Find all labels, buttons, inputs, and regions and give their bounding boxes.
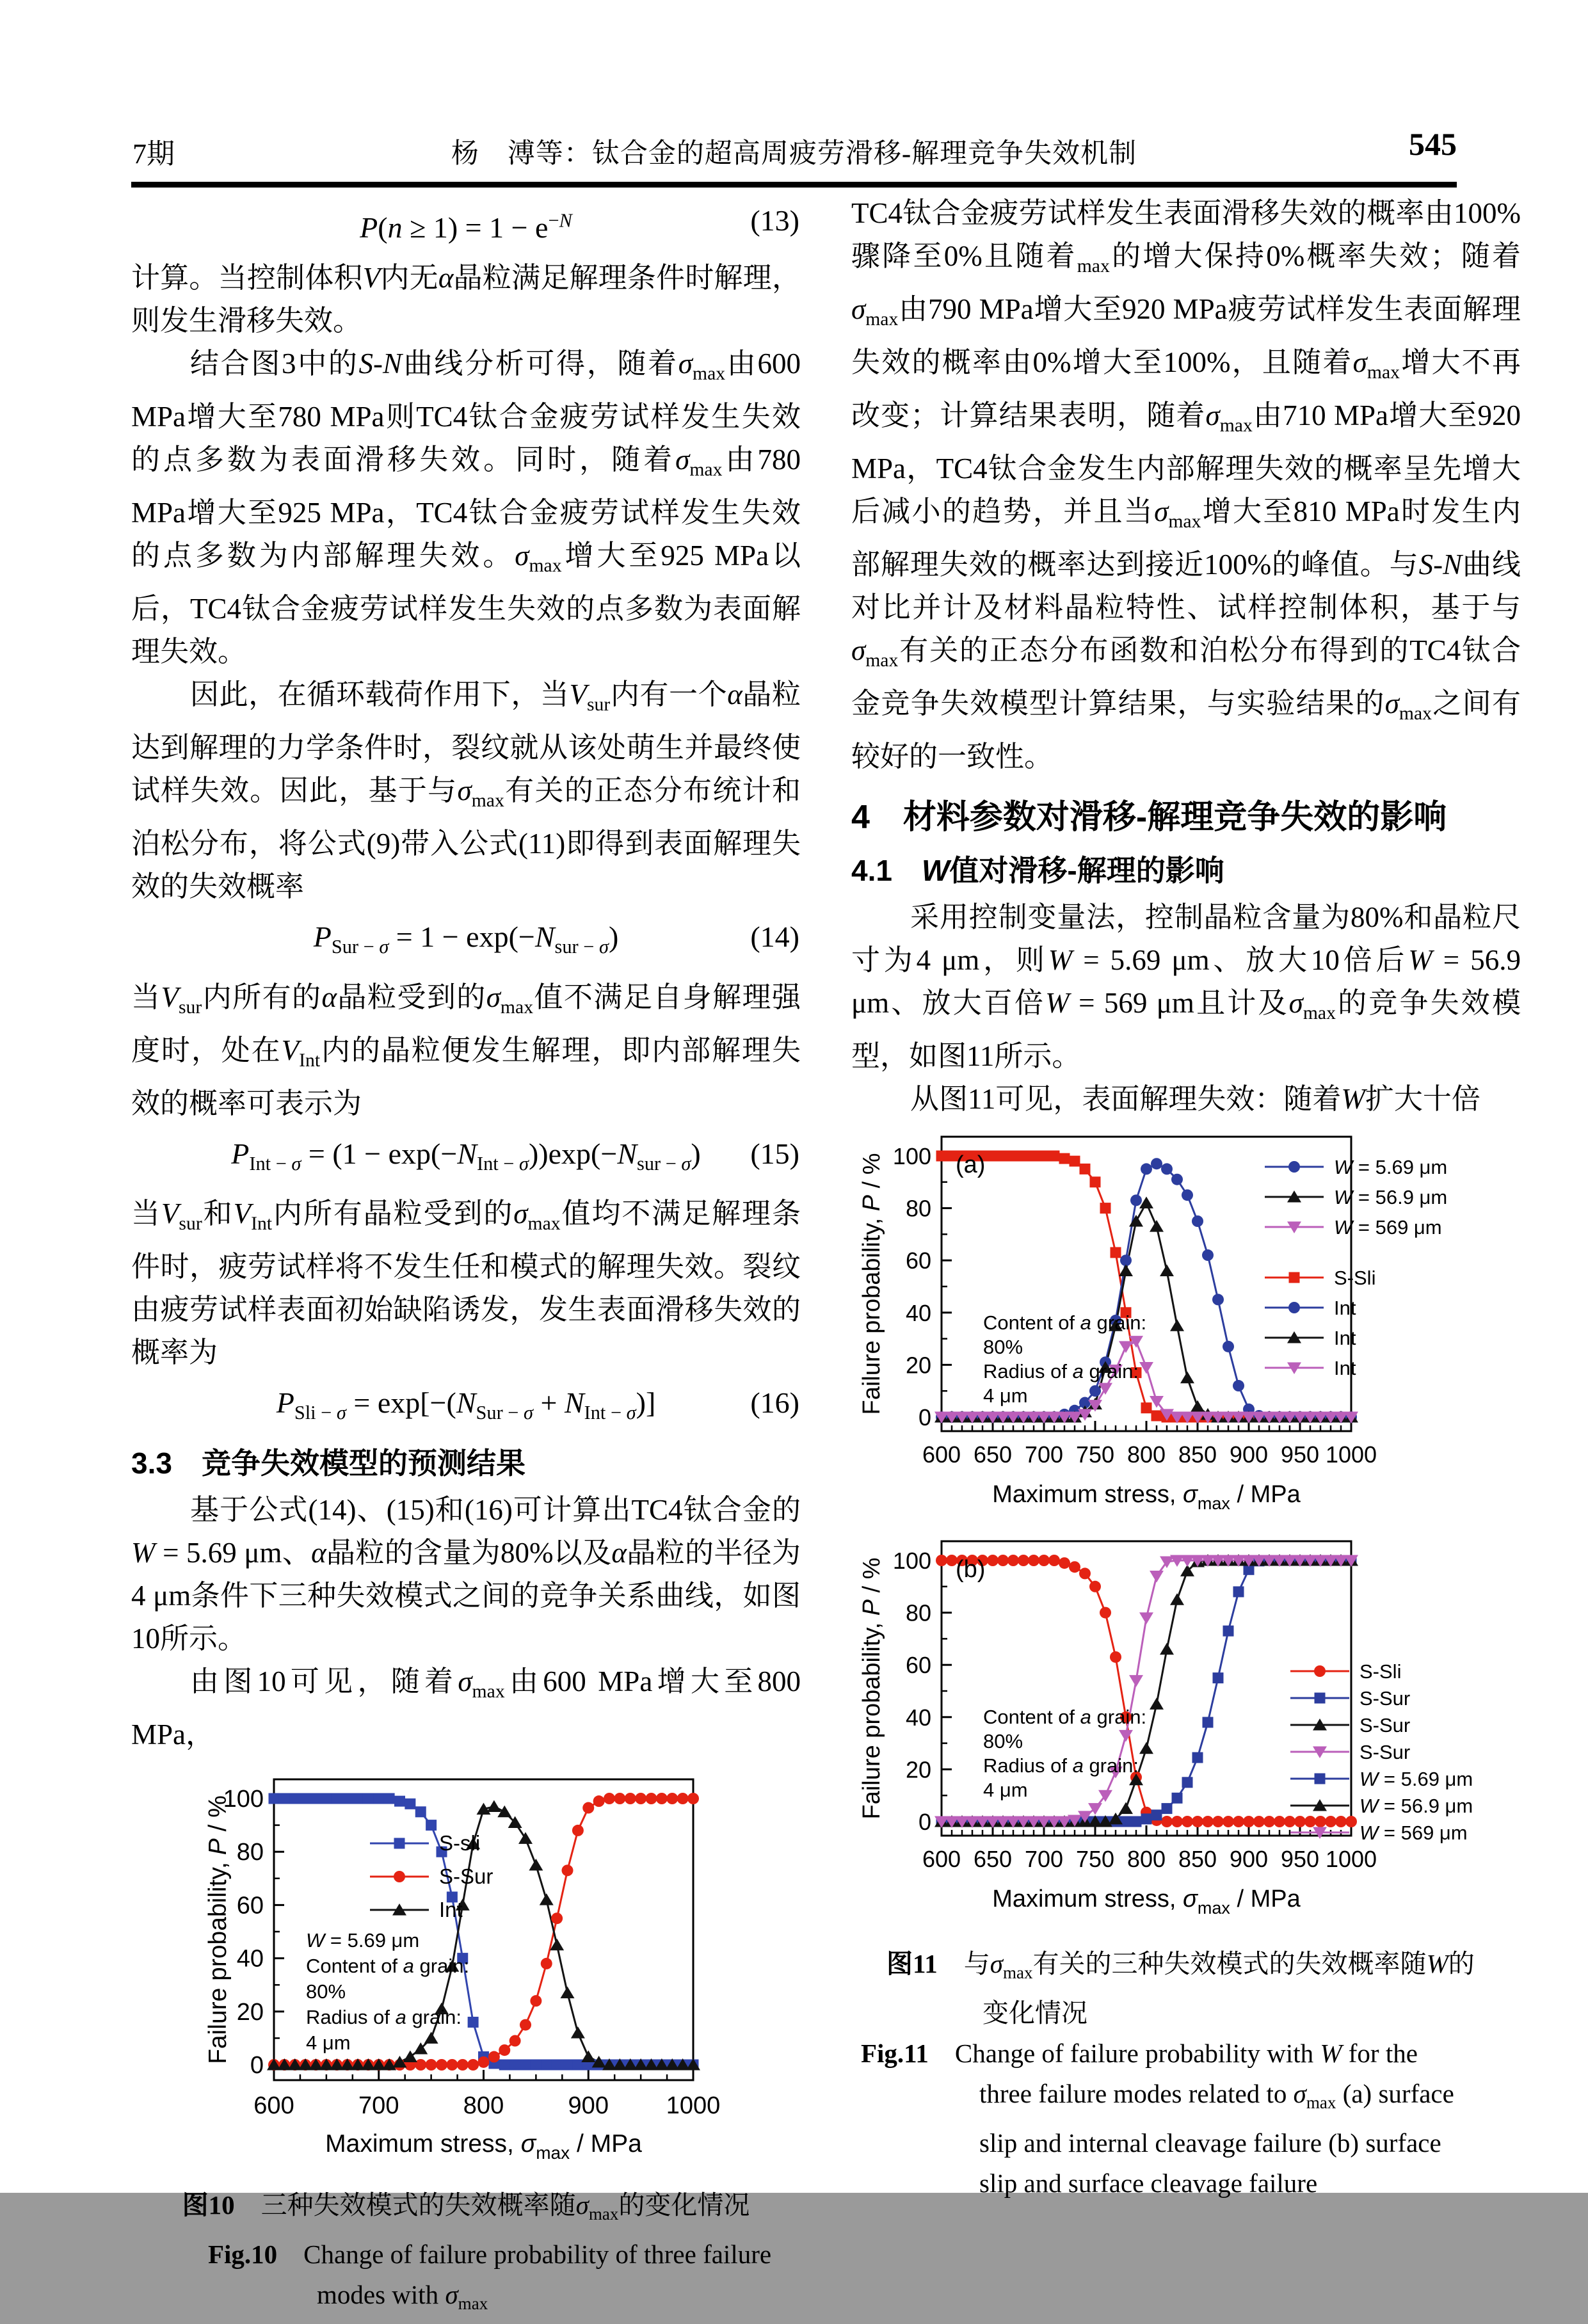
svg-text:Int: Int <box>1334 1327 1356 1349</box>
svg-text:850: 850 <box>1178 1846 1217 1872</box>
svg-text:600: 600 <box>253 2092 294 2119</box>
svg-text:0: 0 <box>918 1809 931 1835</box>
svg-text:650: 650 <box>973 1846 1013 1872</box>
svg-text:60: 60 <box>905 1652 931 1679</box>
svg-text:900: 900 <box>568 2092 609 2119</box>
svg-text:Int: Int <box>439 1897 463 1921</box>
svg-text:S-Sur: S-Sur <box>1359 1687 1411 1710</box>
svg-text:20: 20 <box>905 1756 931 1783</box>
svg-text:100: 100 <box>223 1785 264 1813</box>
svg-text:80: 80 <box>905 1599 931 1626</box>
equation-15-body: $P_{Int - \sigma} = (1 - \exp(-N_{Int - \sigma}))\exp(-N_{sur - \sigma})$ <box>231 1137 701 1174</box>
equation-13-number: (13) <box>750 204 799 237</box>
svg-text:60: 60 <box>236 1892 264 1919</box>
svg-text:S-Sli: S-Sli <box>1359 1660 1402 1683</box>
svg-text:20: 20 <box>905 1352 931 1379</box>
journal-issue: 7期 <box>132 138 175 170</box>
svg-text:4 μm: 4 μm <box>983 1384 1028 1407</box>
svg-text:80: 80 <box>236 1839 264 1866</box>
svg-text:600: 600 <box>922 1441 961 1468</box>
svg-text:4 μm: 4 μm <box>306 2031 351 2054</box>
paragraph: 从图11可见，表面解理失效：随着W扩大十倍 <box>910 1083 1480 1115</box>
paragraph: 由图10可见，随着$\sigma_{max}$由600 MPa增大至800 MPa， <box>131 1665 801 1751</box>
svg-text:1000: 1000 <box>1325 1441 1377 1468</box>
svg-text:900: 900 <box>1229 1846 1269 1872</box>
figure-10-chart <box>204 1767 796 2176</box>
svg-text:W = 5.69 μm: W = 5.69 μm <box>306 1928 420 1951</box>
svg-text:60: 60 <box>905 1247 931 1274</box>
svg-text:Maximum stress, σmax / MPa: Maximum stress, $\sigma_{max}$ / MPa <box>325 2129 642 2163</box>
svg-text:700: 700 <box>1024 1441 1064 1468</box>
svg-text:0: 0 <box>250 2051 264 2079</box>
svg-text:800: 800 <box>463 2092 504 2119</box>
svg-text:W = 5.69 μm: W = 5.69 μm <box>1334 1156 1448 1178</box>
svg-text:950: 950 <box>1280 1846 1320 1872</box>
svg-text:S-sli: S-sli <box>439 1831 481 1855</box>
running-title: 杨 溥等：钛合金的超高周疲劳滑移-解理竞争失效机制 <box>451 139 1137 169</box>
svg-text:1000: 1000 <box>666 2092 721 2119</box>
equation-14 <box>131 913 801 970</box>
svg-text:Failure probability, P / %: Failure probability, P / % <box>858 1557 885 1820</box>
section-heading-4: 4 材料参数对滑移-解理竞争失效的影响 <box>851 799 1447 836</box>
svg-text:750: 750 <box>1075 1846 1115 1872</box>
svg-text:W = 56.9 μm: W = 56.9 μm <box>1334 1186 1448 1208</box>
svg-text:750: 750 <box>1075 1441 1115 1468</box>
svg-text:100: 100 <box>892 1143 931 1169</box>
equation-14-body: $P_{Sur - \sigma} = 1 - \exp(-N_{sur - \sigma})$ <box>313 920 619 958</box>
paragraph: 当$V_{sur}$内所有的α晶粒受到的$\sigma_{max}$值不满足自身解理强度时，处在$V_{Int}$内的晶粒便发生解理，即内部解理失效的概率可表示为 <box>131 981 801 1119</box>
svg-text:S-Sur: S-Sur <box>439 1864 493 1888</box>
svg-text:80%: 80% <box>983 1336 1023 1358</box>
left-column <box>131 192 801 2324</box>
svg-text:Int: Int <box>1334 1297 1356 1319</box>
svg-text:Content of a grain:: Content of a grain: <box>983 1311 1147 1334</box>
section-heading-4-1: 4.1 W值对滑移-解理的影响 <box>851 854 1224 887</box>
svg-text:(a): (a) <box>956 1151 986 1178</box>
svg-text:700: 700 <box>1024 1846 1064 1872</box>
figure-11a-chart <box>855 1127 1521 1530</box>
paragraph: TC4钛合金疲劳试样发生表面滑移失效的概率由100%骤降至0%且随着$_{max}$的增大保持0%概率失效；随着$\sigma_{max}$由790 MPa增大至920 MPa疲劳试样发生表面解理失效的概率由0%增大至100%，且随着$\sigma_{max}$增大不再改变；计算结果表明，随着$\sigma_{max}$由710 MPa增大至920 MPa，TC4钛合金发生内部解理失效的概率呈先增大后减小的趋势，并且当$\sigma_{max}$增大至810 MPa时发生内部解理失效的概率达到接近100%的峰值。与S-N曲线对比并计及材料晶粒特性、试样控制体积，基于与$\sigma_{max}$有关的正态分布函数和泊松分布得到的TC4钛合金竞争失效模型计算结果，与实验结果的$\sigma_{max}$之间有较好的一致性。 <box>851 197 1521 773</box>
svg-text:600: 600 <box>922 1846 961 1872</box>
svg-text:Failure probability, P / %: Failure probability, P / % <box>858 1153 885 1415</box>
figure-10-caption-en: Fig.10 Change of failure probability of three failure <box>208 2240 772 2270</box>
equation-13-body: $P(n \ge 1) = 1 - e^{-N}$ <box>360 210 572 244</box>
svg-text:4 μm: 4 μm <box>983 1779 1028 1801</box>
equation-14-number: (14) <box>750 920 799 954</box>
svg-text:Maximum stress, σmax / MPa: Maximum stress, $\sigma_{max}$ / MPa <box>992 1481 1301 1513</box>
paragraph: 计算。当控制体积V内无α晶粒满足解理条件时解理，则发生滑移失效。 <box>131 262 801 337</box>
figure-11b-chart <box>855 1532 1521 1935</box>
svg-text:Content of a grain:: Content of a grain: <box>306 1954 470 1977</box>
figure-10-caption-en: modes with $\sigma_{max}$ <box>317 2280 488 2314</box>
figure-11-caption-en: Fig.11 Change of failure probability with W for the <box>861 2039 1418 2069</box>
svg-text:S-Sur: S-Sur <box>1359 1741 1411 1763</box>
svg-text:40: 40 <box>236 1945 264 1973</box>
section-heading-3-3: 3.3 竞争失效模型的预测结果 <box>131 1446 525 1480</box>
svg-text:Radius of a grain:: Radius of a grain: <box>983 1360 1139 1382</box>
figure-10-caption-cn: 图10 三种失效模式的失效概率随$\sigma_{max}$的变化情况 <box>182 2190 750 2224</box>
svg-text:W = 5.69 μm: W = 5.69 μm <box>1359 1768 1473 1790</box>
paragraph: 基于公式(14)、(15)和(16)可计算出TC4钛合金的W = 5.69 μm、α晶粒的含量为80%以及α晶粒的半径为4 μm条件下三种失效模式之间的竞争关系曲线，如图10所示。 <box>131 1493 801 1655</box>
equation-16-body: $P_{Sli - \sigma} = \exp[-(N_{Sur - \sigma} + N_{Int - \sigma})]$ <box>276 1386 656 1423</box>
paragraph: 采用控制变量法，控制晶粒含量为80%和晶粒尺寸为4 μm，则W = 5.69 μm、放大10倍后W = 56.9 μm、放大百倍W = 569 μm且计及$\sigma_{max}$的竞争失效模型，如图11所示。 <box>851 901 1521 1072</box>
svg-text:40: 40 <box>905 1299 931 1326</box>
equation-15 <box>131 1130 801 1187</box>
svg-text:40: 40 <box>905 1704 931 1731</box>
svg-text:Int: Int <box>1334 1357 1356 1379</box>
figure-11-caption-cn: 图11 与$\sigma_{max}$有关的三种失效模式的失效概率随W的 <box>886 1949 1475 1983</box>
svg-text:S-Sur: S-Sur <box>1359 1714 1411 1736</box>
equation-16-number: (16) <box>750 1386 799 1419</box>
header-rule <box>131 182 1457 188</box>
svg-text:Content of a grain:: Content of a grain: <box>983 1706 1147 1728</box>
svg-text:800: 800 <box>1127 1441 1166 1468</box>
figure-11-caption-en: slip and internal cleavage failure (b) surface <box>979 2128 1441 2158</box>
svg-text:Radius of a grain:: Radius of a grain: <box>983 1754 1139 1777</box>
page-number: 545 <box>1409 126 1457 162</box>
equation-13 <box>131 197 801 252</box>
svg-text:Radius of a grain:: Radius of a grain: <box>306 2005 461 2028</box>
svg-text:700: 700 <box>358 2092 399 2119</box>
svg-text:80%: 80% <box>306 1980 346 2003</box>
svg-text:100: 100 <box>892 1548 931 1574</box>
paragraph: 当$V_{sur}$和$V_{Int}$内所有晶粒受到的$\sigma_{max}$值均不满足解理条件时，疲劳试样将不发生任和模式的解理失效。裂纹由疲劳试样表面初始缺陷诱发，发生表面滑移失效的概率为 <box>131 1197 801 1368</box>
right-column <box>851 192 1521 2204</box>
svg-text:1000: 1000 <box>1325 1846 1377 1872</box>
svg-text:20: 20 <box>236 1998 264 2026</box>
svg-text:800: 800 <box>1127 1846 1166 1872</box>
equation-15-number: (15) <box>750 1137 799 1170</box>
svg-text:Failure probability, P / %: Failure probability, P / % <box>204 1795 232 2064</box>
svg-text:W = 569 μm: W = 569 μm <box>1359 1822 1468 1844</box>
svg-text:850: 850 <box>1178 1441 1217 1468</box>
figure-11-caption-en: slip and surface cleavage failure <box>979 2168 1318 2199</box>
svg-text:0: 0 <box>918 1404 931 1430</box>
svg-text:Maximum stress, σmax / MPa: Maximum stress, $\sigma_{max}$ / MPa <box>992 1886 1301 1918</box>
paragraph: 因此，在循环载荷作用下，当$V_{sur}$内有一个α晶粒达到解理的力学条件时，裂纹就从该处萌生并最终使试样失效。因此，基于与$\sigma_{max}$有关的正态分布统计和泊松分布，将公式(9)带入公式(11)即得到表面解理失效的失效概率 <box>131 678 801 903</box>
svg-text:(b): (b) <box>956 1556 986 1583</box>
figure-11-caption-cn: 变化情况 <box>982 1998 1087 2028</box>
svg-text:S-Sli: S-Sli <box>1334 1267 1376 1289</box>
svg-text:900: 900 <box>1229 1441 1269 1468</box>
svg-text:950: 950 <box>1280 1441 1320 1468</box>
svg-text:80: 80 <box>905 1195 931 1222</box>
figure-11-caption-en: three failure modes related to $\sigma_{max}$ (a) surface <box>979 2079 1454 2113</box>
svg-text:80%: 80% <box>983 1730 1023 1752</box>
equation-16 <box>131 1379 801 1436</box>
svg-text:650: 650 <box>973 1441 1013 1468</box>
paragraph: 结合图3中的S-N曲线分析可得，随着$\sigma_{max}$由600 MPa增大至780 MPa则TC4钛合金疲劳试样发生失效的点多数为表面滑移失效。同时，随着$\sigma_{max}$由780 MPa增大至925 MPa，TC4钛合金疲劳试样发生失效的点多数为内部解理失效。$\sigma_{max}$增大至925 MPa以后，TC4钛合金疲劳试样发生失效的点多数为表面解理失效。 <box>131 348 801 668</box>
svg-text:W = 56.9 μm: W = 56.9 μm <box>1359 1795 1473 1817</box>
svg-text:W = 569 μm: W = 569 μm <box>1334 1216 1442 1238</box>
